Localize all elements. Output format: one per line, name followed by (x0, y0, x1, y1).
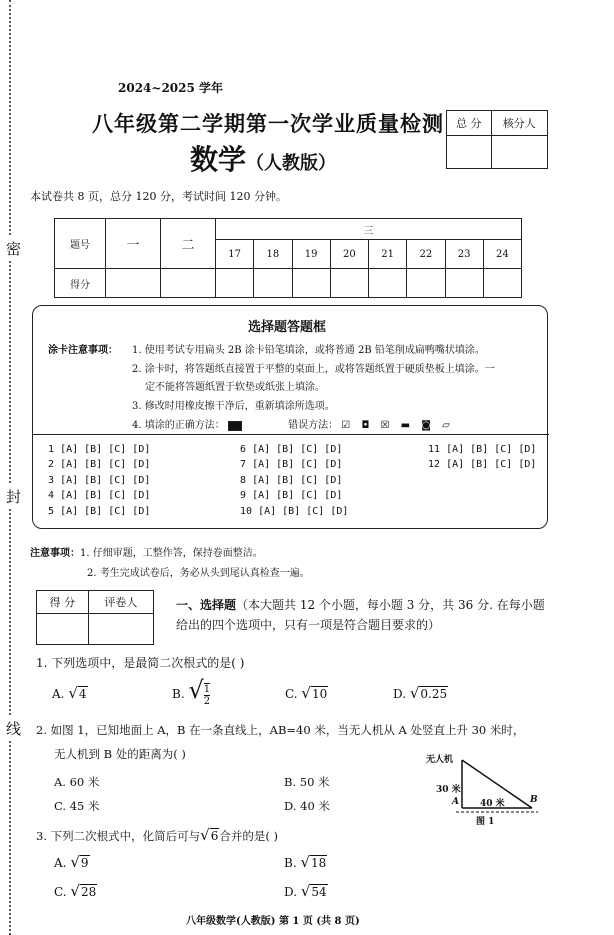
q3-option-b[interactable]: B. √18 (284, 853, 327, 871)
col-one: 一 (106, 219, 161, 269)
col-two: 二 (161, 219, 216, 269)
subject-title (190, 138, 336, 178)
correct-fill-icon (228, 421, 242, 431)
fig-30-label: 30 米 (436, 785, 461, 795)
q3-b-radicand: 18 (311, 856, 327, 870)
section-grader-cell[interactable] (88, 614, 153, 645)
total-score-cell[interactable] (447, 136, 492, 169)
q3-stem: 3. 下列二次根式中，化简后可与√6合并的是( ) (36, 826, 278, 844)
question-bubble-row[interactable]: 6 [A] [B] [C] [D] (240, 444, 343, 455)
checker-cell[interactable] (491, 136, 547, 169)
q3-option-d[interactable]: D. √54 (284, 882, 327, 900)
q3-c-radicand: 28 (80, 885, 97, 899)
q3-option-a[interactable]: A. √9 (54, 853, 89, 871)
q1-option-a[interactable]: A. √4 (52, 684, 87, 702)
notice-4-text: 4. 填涂的正确方法： (132, 420, 225, 431)
q1-b-numerator: 1 (203, 683, 211, 695)
total-score-box (446, 110, 548, 169)
q1-c-radicand: 10 (311, 687, 328, 701)
q3-a-radicand: 9 (80, 856, 89, 870)
col-17: 17 (216, 240, 254, 269)
checker-label: 核分人 (491, 111, 547, 136)
score-cell[interactable] (330, 269, 368, 298)
question-bubble-row[interactable]: 7 [A] [B] [C] [D] (240, 459, 343, 471)
notice-label: 涂卡注意事项： (48, 345, 118, 356)
col-24: 24 (483, 240, 521, 269)
question-bubble-row[interactable]: 10 [A] [B] [C] [D] (240, 505, 349, 517)
fig-b-label: B (530, 795, 538, 805)
col-19: 19 (292, 240, 330, 269)
q2-option-a[interactable]: A. 60 米 (54, 775, 100, 789)
exam-info: 本试卷共 8 页，总分 120 分，考试时间 120 分钟。 (30, 190, 287, 203)
exam-title: 八年级第二学期第一次学业质量检测 (92, 111, 444, 136)
question-bubble-row[interactable]: 12 [A] [B] [C] [D] (428, 459, 537, 471)
wrong-method-label: 错误方法： (288, 420, 339, 431)
row-label-score: 得分 (55, 269, 106, 298)
notice-3: 3. 修改时用橡皮擦干净后，重新填涂所选项。 (132, 401, 335, 412)
section1-line1 (176, 596, 545, 613)
answer-card-title: 选择题答题框 (248, 320, 327, 335)
bubble-col-1 (48, 442, 150, 519)
q1-a-radicand: 4 (78, 687, 87, 701)
score-table (54, 218, 522, 298)
col-21: 21 (369, 240, 407, 269)
q2-option-b[interactable]: B. 50 米 (284, 775, 330, 789)
col-20: 20 (330, 240, 368, 269)
section1-heading: 一、选择题 (176, 598, 237, 612)
notice-1: 1. 使用考试专用扁头 2B 涂卡铅笔填涂，或将普通 2B 铅笔削成扁鸭嘴状填涂。 (132, 345, 485, 356)
bubble-col-3 (428, 442, 536, 473)
score-cell[interactable] (161, 269, 216, 298)
section-grader-box (36, 590, 154, 645)
fig-a-label: A (452, 797, 459, 807)
q2-stem-1: 2. 如图 1，已知地面上 A，B 在一条直线上，AB=40 米，当无人机从 A 处竖直上升 30 米时， (36, 723, 525, 737)
q3-option-c[interactable]: C. √28 (54, 882, 97, 900)
page-footer: 八年级数学(人教版) 第 1 页 (共 8 页) (186, 916, 360, 927)
col-22: 22 (407, 240, 445, 269)
section1-desc: （本大题共 12 个小题，每小题 3 分，共 36 分. 在每小题 (236, 598, 545, 612)
question-bubble-row[interactable]: 1 [A] [B] [C] [D] (48, 444, 151, 455)
binding-char-mi: 密 (6, 236, 21, 261)
binding-char-feng: 封 (6, 484, 21, 509)
q1-b-denominator: 2 (203, 695, 211, 707)
subject-edition: （人教版） (246, 153, 337, 174)
school-year: 2024~2025 学年 (118, 81, 224, 95)
question-bubble-row[interactable]: 11 [A] [B] [C] [D] (428, 444, 537, 455)
subject-name: 数学 (190, 143, 247, 176)
card-divider (32, 434, 549, 435)
col-three: 三 (216, 219, 522, 240)
score-cell[interactable] (483, 269, 521, 298)
question-bubble-row[interactable]: 2 [A] [B] [C] [D] (48, 459, 151, 471)
fig-drone-label: 无人机 (426, 755, 454, 765)
section-score-cell[interactable] (37, 614, 89, 645)
attention-item: 1. 仔细审题，工整作答，保持卷面整洁。 (80, 548, 263, 559)
q3-stem-pre: 3. 下列二次根式中，化简后可与 (36, 829, 201, 843)
attention-label: 注意事项： (30, 548, 80, 559)
q1-option-c[interactable]: C. √10 (285, 684, 328, 702)
section-grader-label: 评卷人 (88, 591, 153, 614)
score-cell[interactable] (106, 269, 161, 298)
section-score-label: 得 分 (37, 591, 89, 614)
col-23: 23 (445, 240, 483, 269)
fig-caption: 图 1 (476, 817, 495, 827)
attention-1 (30, 544, 263, 559)
score-cell[interactable] (445, 269, 483, 298)
attention-2: 2. 考生完成试卷后，务必从头到尾认真检查一遍。 (87, 568, 310, 579)
q1-stem: 1. 下列选项中，是最简二次根式的是( ) (36, 656, 245, 670)
fig-40-label: 40 米 (480, 799, 505, 809)
notice-2-cont: 定不能将答题纸置于软垫或纸张上填涂。 (145, 382, 325, 393)
total-score-label: 总 分 (447, 111, 492, 136)
col-18: 18 (254, 240, 292, 269)
q1-option-b[interactable]: B. √ $\frac{1}{2}$ (172, 676, 211, 707)
q2-stem-2: 无人机到 B 处的距离为( ) (54, 747, 186, 761)
q3-d-radicand: 54 (311, 885, 327, 899)
q2-option-c[interactable]: C. 45 米 (54, 799, 100, 813)
question-bubble-row[interactable]: 4 [A] [B] [C] [D] (48, 490, 151, 502)
question-bubble-row[interactable]: 5 [A] [B] [C] [D] (48, 505, 151, 517)
score-cell[interactable] (407, 269, 445, 298)
wrong-method-icons: ☑ ◘ ☒ ▬ ◙ ▱ (341, 420, 454, 431)
binding-line (9, 0, 11, 935)
question-bubble-row[interactable]: 8 [A] [B] [C] [D] (240, 474, 343, 486)
q3-stem-radicand: 6 (210, 829, 219, 843)
score-cell[interactable] (292, 269, 330, 298)
q3-stem-post: 合并的是( ) (219, 829, 278, 843)
notice-4 (132, 416, 454, 431)
q1-option-d[interactable]: D. √0.25 (393, 684, 448, 702)
score-cell[interactable] (254, 269, 292, 298)
score-cell[interactable] (216, 269, 254, 298)
binding-char-xian: 线 (6, 716, 21, 741)
bubble-col-2 (240, 442, 348, 519)
q2-option-d[interactable]: D. 40 米 (284, 799, 330, 813)
notice-2: 2. 涂卡时，将答题纸直接置于平整的桌面上，或将答题纸置于硬质垫板上填涂。一 (132, 364, 495, 375)
score-cell[interactable] (369, 269, 407, 298)
q1-d-radicand: 0.25 (420, 687, 448, 701)
question-bubble-row[interactable]: 9 [A] [B] [C] [D] (240, 490, 343, 502)
question-bubble-row[interactable]: 3 [A] [B] [C] [D] (48, 474, 151, 486)
section1-desc2: 给出的四个选项中，只有一项是符合题目要求的） (176, 618, 441, 632)
row-label-number: 题号 (55, 219, 106, 269)
